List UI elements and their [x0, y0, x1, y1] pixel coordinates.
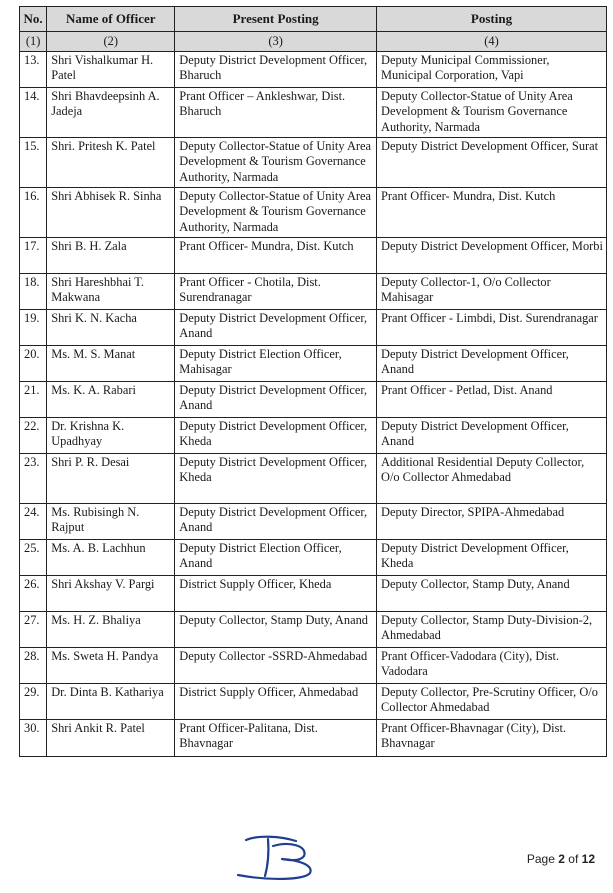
serial-number-cell: 29. [20, 684, 47, 720]
column-number: (2) [47, 32, 175, 52]
table-row [20, 504, 607, 540]
officer-name-cell: Shri K. N. Kacha [47, 310, 175, 346]
present-posting-cell: Deputy District Election Officer, Anand [175, 540, 377, 576]
officer-name-cell: Ms. H. Z. Bhaliya [47, 612, 175, 648]
officer-name-cell: Dr. Krishna K. Upadhyay [47, 418, 175, 454]
present-posting-cell: Deputy District Development Officer, Anand [175, 382, 377, 418]
new-posting-cell: Prant Officer - Limbdi, Dist. Surendranagar [377, 310, 607, 346]
new-posting-cell: Deputy Collector, Stamp Duty-Division-2, Ahmedabad [377, 612, 607, 648]
serial-number-cell: 16. [20, 188, 47, 238]
postings-table [19, 6, 607, 757]
table-row [20, 274, 607, 310]
officer-name-cell: Shri Ankit R. Patel [47, 720, 175, 757]
officer-name-cell: Shri Akshay V. Pargi [47, 576, 175, 612]
officer-name-cell: Shri. Pritesh K. Patel [47, 138, 175, 188]
header-name: Name of Officer [47, 7, 175, 32]
serial-number-cell: 30. [20, 720, 47, 757]
page-footer [527, 852, 595, 866]
present-posting-cell: Deputy Collector-Statue of Unity Area Development & Tourism Governance Authority, Narmada [175, 138, 377, 188]
page-label: Page [526, 852, 555, 866]
serial-number-cell: 24. [20, 504, 47, 540]
serial-number-cell: 21. [20, 382, 47, 418]
present-posting-cell: Deputy District Election Officer, Mahisagar [175, 346, 377, 382]
present-posting-cell: Prant Officer-Palitana, Dist. Bhavnagar [175, 720, 377, 757]
new-posting-cell: Deputy Collector, Pre-Scrutiny Officer, O/o Collector Ahmedabad [377, 684, 607, 720]
new-posting-cell: Deputy Collector-1, O/o Collector Mahisagar [377, 274, 607, 310]
serial-number-cell: 14. [20, 88, 47, 138]
page-of: of [568, 852, 579, 866]
officer-name-cell: Ms. Sweta H. Pandya [47, 648, 175, 684]
table-row [20, 720, 607, 757]
new-posting-cell: Deputy Municipal Commissioner, Municipal Corporation, Vapi [377, 52, 607, 88]
table-row [20, 188, 607, 238]
serial-number-cell: 19. [20, 310, 47, 346]
officer-name-cell: Shri P. R. Desai [47, 454, 175, 504]
serial-number-cell: 26. [20, 576, 47, 612]
present-posting-cell: Prant Officer – Ankleshwar, Dist. Bharuch [175, 88, 377, 138]
serial-number-cell: 20. [20, 346, 47, 382]
new-posting-cell: Prant Officer-Vadodara (City), Dist. Vadodara [377, 648, 607, 684]
page-current: 2 [558, 852, 565, 866]
column-number: (1) [20, 32, 47, 52]
table-row [20, 576, 607, 612]
present-posting-cell: Prant Officer - Chotila, Dist. Surendranagar [175, 274, 377, 310]
page-total: 12 [581, 852, 595, 866]
officer-name-cell: Shri Vishalkumar H. Patel [47, 52, 175, 88]
serial-number-cell: 18. [20, 274, 47, 310]
header-posting: Posting [377, 7, 607, 32]
table-row [20, 454, 607, 504]
officer-name-cell: Shri Bhavdeepsinh A. Jadeja [47, 88, 175, 138]
new-posting-cell: Deputy District Development Officer, Anand [377, 346, 607, 382]
column-number-row [20, 32, 607, 52]
serial-number-cell: 22. [20, 418, 47, 454]
new-posting-cell: Deputy District Development Officer, Surat [377, 138, 607, 188]
new-posting-cell: Deputy Director, SPIPA-Ahmedabad [377, 504, 607, 540]
table-row [20, 684, 607, 720]
new-posting-cell: Prant Officer-Bhavnagar (City), Dist. Bhavnagar [377, 720, 607, 757]
present-posting-cell: Deputy District Development Officer, Anand [175, 310, 377, 346]
present-posting-cell: Deputy District Development Officer, Anand [175, 504, 377, 540]
table-row [20, 88, 607, 138]
column-number: (4) [377, 32, 607, 52]
new-posting-cell: Deputy District Development Officer, Morbi [377, 238, 607, 274]
new-posting-cell: Additional Residential Deputy Collector, O/o Collector Ahmedabad [377, 454, 607, 504]
present-posting-cell: Prant Officer- Mundra, Dist. Kutch [175, 238, 377, 274]
present-posting-cell: Deputy Collector, Stamp Duty, Anand [175, 612, 377, 648]
table-row [20, 138, 607, 188]
new-posting-cell: Deputy Collector, Stamp Duty, Anand [377, 576, 607, 612]
officer-name-cell: Dr. Dinta B. Kathariya [47, 684, 175, 720]
present-posting-cell: Deputy Collector-Statue of Unity Area Development & Tourism Governance Authority, Narmada [175, 188, 377, 238]
serial-number-cell: 28. [20, 648, 47, 684]
officer-name-cell: Ms. A. B. Lachhun [47, 540, 175, 576]
present-posting-cell: Deputy District Development Officer, Kheda [175, 418, 377, 454]
new-posting-cell: Prant Officer - Petlad, Dist. Anand [377, 382, 607, 418]
serial-number-cell: 15. [20, 138, 47, 188]
table-row [20, 52, 607, 88]
present-posting-cell: Deputy District Development Officer, Kheda [175, 454, 377, 504]
table-row [20, 310, 607, 346]
new-posting-cell: Deputy District Development Officer, Kheda [377, 540, 607, 576]
officer-name-cell: Shri Abhisek R. Sinha [47, 188, 175, 238]
serial-number-cell: 27. [20, 612, 47, 648]
serial-number-cell: 23. [20, 454, 47, 504]
table-row [20, 540, 607, 576]
officer-name-cell: Ms. Rubisingh N. Rajput [47, 504, 175, 540]
table-row [20, 382, 607, 418]
officer-name-cell: Ms. K. A. Rabari [47, 382, 175, 418]
table-body [20, 52, 607, 757]
new-posting-cell: Deputy Collector-Statue of Unity Area Development & Tourism Governance Authority, Narmada [377, 88, 607, 138]
serial-number-cell: 13. [20, 52, 47, 88]
table-row [20, 612, 607, 648]
present-posting-cell: District Supply Officer, Ahmedabad [175, 684, 377, 720]
officer-name-cell: Shri Hareshbhai T. Makwana [47, 274, 175, 310]
new-posting-cell: Prant Officer- Mundra, Dist. Kutch [377, 188, 607, 238]
signature [228, 832, 338, 887]
present-posting-cell: District Supply Officer, Kheda [175, 576, 377, 612]
present-posting-cell: Deputy Collector -SSRD-Ahmedabad [175, 648, 377, 684]
serial-number-cell: 17. [20, 238, 47, 274]
header-present-posting: Present Posting [175, 7, 377, 32]
header-no: No. [20, 7, 47, 32]
officer-name-cell: Ms. M. S. Manat [47, 346, 175, 382]
present-posting-cell: Deputy District Development Officer, Bharuch [175, 52, 377, 88]
table-row [20, 238, 607, 274]
new-posting-cell: Deputy District Development Officer, Anand [377, 418, 607, 454]
table-row [20, 418, 607, 454]
table-row [20, 346, 607, 382]
officer-name-cell: Shri B. H. Zala [47, 238, 175, 274]
serial-number-cell: 25. [20, 540, 47, 576]
table-row [20, 648, 607, 684]
column-number: (3) [175, 32, 377, 52]
table-header-row [20, 7, 607, 32]
